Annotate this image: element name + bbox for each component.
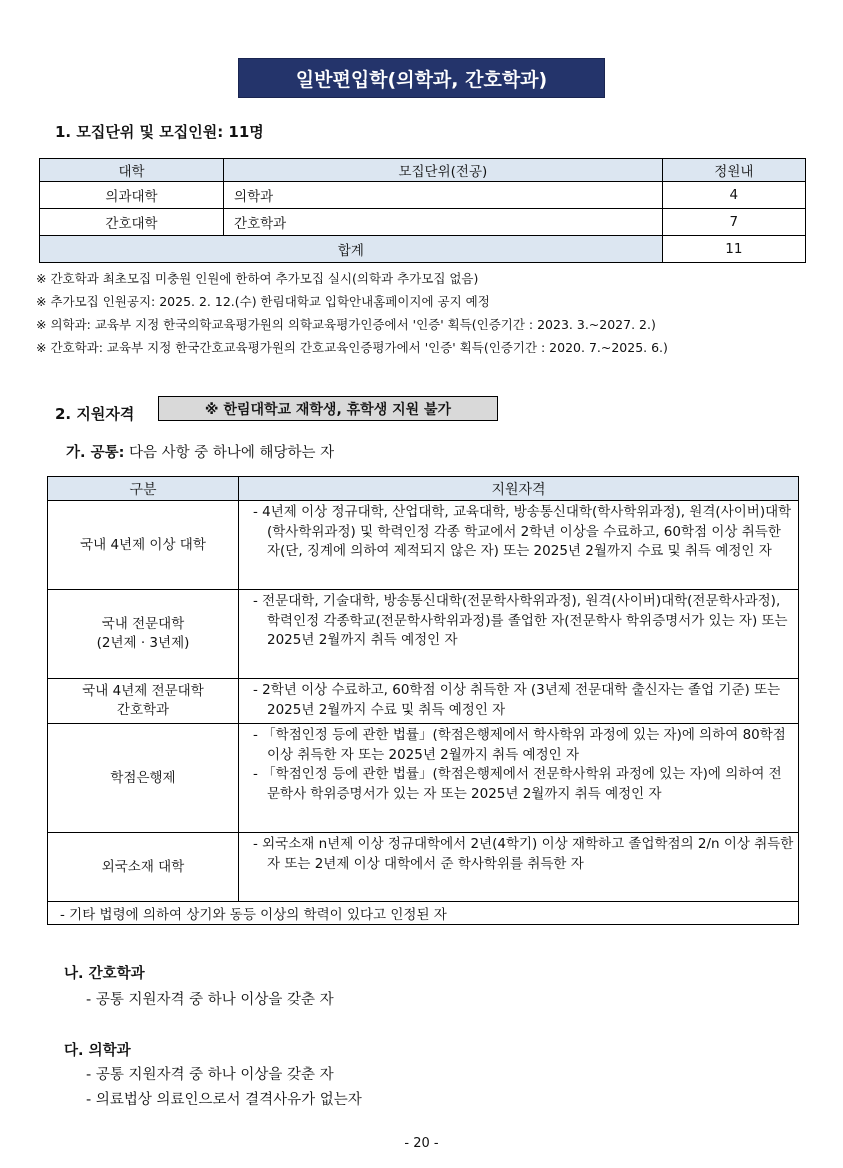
eligibility-cell	[239, 501, 799, 590]
eligibility-table	[47, 476, 799, 925]
category-line: (2년제 · 3년제)	[96, 635, 190, 651]
count-cell: 4	[662, 182, 805, 209]
category-cell	[48, 833, 239, 902]
eligibility-cell	[239, 724, 799, 833]
college-cell: 의과대학	[40, 182, 224, 209]
col-header-unit: 모집단위(전공)	[224, 159, 663, 182]
eligibility-line: - 4년제 이상 정규대학, 산업대학, 교육대학, 방송통신대학(학사학위과정), 원격(사이버)대학(학사학위과정) 및 학력인정 각종 학교에서 2학년 이상을 수료하고, 60학점 이상 취득한 자(단, 징계에 의하여 제적되지 않은 자) 또는 2025년 2월까지 수료 및 취득 예정인 자	[253, 504, 792, 559]
other-eligibility: - 기타 법령에 의하여 상기와 동등 이상의 학력이 있다고 인정된 자	[48, 902, 799, 925]
col-header-college: 대학	[40, 159, 224, 182]
eligibility-line: - 외국소재 n년제 이상 정규대학에서 2년(4학기) 이상 재학하고 졸업학점의 2/n 이상 취득한 자 또는 2년제 이상 대학에서 준 학사학위를 취득한 자	[253, 836, 794, 872]
unit-cell: 간호학과	[224, 209, 663, 236]
sub-b-label: 나. 간호학과	[64, 966, 145, 982]
note-3: ※ 의학과: 교육부 지정 한국의학교육평가원의 의학교육평가인증에서 '인증' 획득(인증기간 : 2023. 3.~2027. 2.)	[36, 317, 656, 332]
category-cell	[48, 679, 239, 724]
eligibility-cell	[239, 833, 799, 902]
sub-c-item: - 공통 지원자격 중 하나 이상을 갖춘 자	[86, 1067, 334, 1083]
page-number: - 20 -	[404, 1136, 439, 1151]
category-line: 외국소재 대학	[101, 858, 185, 875]
eligibility-line: - 「학점인정 등에 관한 법률」(학점은행제에서 학사학위 과정에 있는 자)에 의하여 80학점 이상 취득한 자 또는 2025년 2월까지 취득 예정인 자	[253, 727, 786, 763]
note-1: ※ 간호학과 최초모집 미충원 인원에 한하여 추가모집 실시(의학과 추가모집 없음)	[36, 271, 479, 286]
section1-heading: 1. 모집단위 및 모집인원: 11명	[55, 123, 264, 141]
note-2: ※ 추가모집 인원공지: 2025. 2. 12.(수) 한림대학교 입학안내홈페이지에 공지 예정	[36, 294, 490, 309]
table-row	[48, 590, 799, 679]
table-row	[48, 501, 799, 590]
count-cell: 7	[662, 209, 805, 236]
table-row	[48, 902, 799, 925]
note-4: ※ 간호학과: 교육부 지정 한국간호교육평가원의 간호교육인증평가에서 '인증' 획득(인증기간 : 2020. 7.~2025. 6.)	[36, 340, 668, 355]
col-header-category: 구분	[48, 477, 239, 501]
table-row	[48, 833, 799, 902]
eligibility-line: - 「학점인정 등에 관한 법률」(학점은행제에서 전문학사학위 과정에 있는 자)에 의하여 전문학사 학위증명서가 있는 자 또는 2025년 2월까지 취득 예정인 자	[253, 766, 782, 802]
category-line: 학점은행제	[110, 769, 176, 786]
category-line: 국내 전문대학	[101, 616, 185, 632]
category-cell	[48, 590, 239, 679]
eligibility-line: - 전문대학, 기술대학, 방송통신대학(전문학사학위과정), 원격(사이버)대학(전문학사과정), 학력인정 각종학교(전문학사학위과정)를 졸업한 자(전문학사 학위증명서가 있는 자) 또는 2025년 2월까지 취득 예정인 자	[253, 593, 788, 648]
col-header-quota: 정원내	[662, 159, 805, 182]
eligibility-cell	[239, 679, 799, 724]
eligibility-cell	[239, 590, 799, 679]
category-cell	[48, 724, 239, 833]
category-line: 간호학과	[116, 702, 170, 718]
sub-c-label: 다. 의학과	[64, 1043, 131, 1059]
col-header-eligibility: 지원자격	[239, 477, 799, 501]
notice-badge: ※ 한림대학교 재학생, 휴학생 지원 불가	[158, 396, 498, 421]
table-row	[48, 679, 799, 724]
sub-a-line	[66, 441, 334, 462]
total-row	[40, 236, 806, 263]
college-cell: 간호대학	[40, 209, 224, 236]
sub-b-heading	[64, 962, 145, 983]
recruitment-table	[39, 158, 806, 263]
eligibility-line: - 2학년 이상 수료하고, 60학점 이상 취득한 자 (3년제 전문대학 출신자는 졸업 기준) 또는 2025년 2월까지 수료 및 취득 예정인 자	[253, 682, 781, 718]
total-label: 합계	[40, 236, 663, 263]
sub-c-item: - 의료법상 의료인으로서 결격사유가 없는자	[86, 1092, 362, 1108]
category-line: 국내 4년제 이상 대학	[80, 536, 206, 553]
section2-heading: 2. 지원자격	[55, 405, 135, 423]
page-title: 일반편입학(의학과, 간호학과)	[238, 58, 605, 98]
unit-cell: 의학과	[224, 182, 663, 209]
category-line: 국내 4년제 전문대학	[82, 683, 204, 699]
sub-c-heading	[64, 1039, 131, 1060]
sub-b-item: - 공통 지원자격 중 하나 이상을 갖춘 자	[86, 992, 334, 1008]
total-value: 11	[662, 236, 805, 263]
sub-a-text: 다음 사항 중 하나에 해당하는 자	[124, 445, 335, 461]
table-row	[40, 209, 806, 236]
table-row	[40, 182, 806, 209]
table-row	[48, 724, 799, 833]
category-cell	[48, 501, 239, 590]
sub-a-label: 가. 공통:	[66, 445, 125, 461]
